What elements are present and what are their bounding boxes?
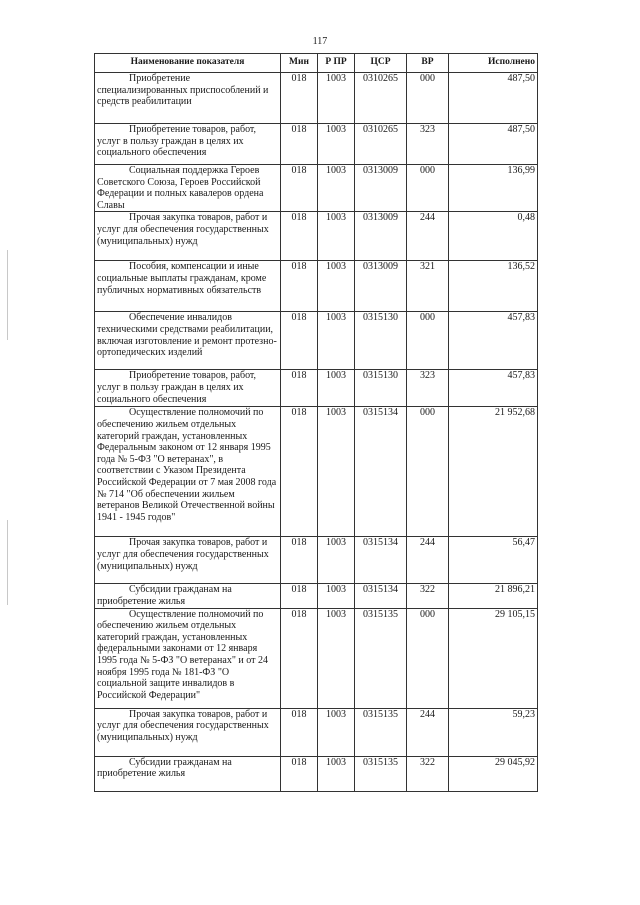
row-min: 018 [281, 370, 318, 407]
header-name: Наименование показателя [95, 54, 281, 73]
row-name: Субсидии гражданам на приобретение жилья [95, 584, 281, 608]
row-rpr: 1003 [318, 407, 355, 537]
row-rpr: 1003 [318, 165, 355, 212]
row-name: Осуществление полномочий по обеспечению жильем отдельных категорий граждан, установленных Федеральным законом от 12 января 1995 года № 5-ФЗ "О ветеранах", в соответствии с Указом Президента Российской Федерации от 7 мая 2008 года № 714 "Об обеспечении жильем ветеранов Великой Отечественной войны 1941 - 1945 годов" [95, 407, 281, 537]
table-row [95, 73, 538, 124]
row-vr: 244 [407, 537, 449, 584]
row-amount: 457,83 [449, 312, 538, 370]
header-amount: Исполнено [449, 54, 538, 73]
row-amount: 21 952,68 [449, 407, 538, 537]
row-csr: 0313009 [355, 165, 407, 212]
table-row [95, 708, 538, 756]
row-min: 018 [281, 124, 318, 165]
row-rpr: 1003 [318, 584, 355, 608]
row-amount: 136,99 [449, 165, 538, 212]
row-min: 018 [281, 312, 318, 370]
row-min: 018 [281, 212, 318, 261]
table-row [95, 124, 538, 165]
row-amount: 21 896,21 [449, 584, 538, 608]
row-csr: 0313009 [355, 212, 407, 261]
row-csr: 0315130 [355, 312, 407, 370]
row-vr: 323 [407, 370, 449, 407]
row-amount: 29 045,92 [449, 756, 538, 791]
row-name: Прочая закупка товаров, работ и услуг для обеспечения государственных (муниципальных) нужд [95, 212, 281, 261]
row-name: Прочая закупка товаров, работ и услуг для обеспечения государственных (муниципальных) нужд [95, 708, 281, 756]
row-vr: 000 [407, 608, 449, 708]
row-csr: 0315134 [355, 584, 407, 608]
table-row [95, 261, 538, 312]
row-csr: 0313009 [355, 261, 407, 312]
row-amount: 59,23 [449, 708, 538, 756]
row-name: Осуществление полномочий по обеспечению жильем отдельных категорий граждан, установленных федеральными законами от 12 января 1995 года № 5-ФЗ "О ветеранах" и от 24 ноября 1995 года № 181-ФЗ "О социальной защите инвалидов в Российской Федерации" [95, 608, 281, 708]
row-csr: 0315135 [355, 608, 407, 708]
row-vr: 000 [407, 73, 449, 124]
row-name: Социальная поддержка Героев Советского Союза, Героев Российской Федерации и полных кавалеров ордена Славы [95, 165, 281, 212]
row-rpr: 1003 [318, 261, 355, 312]
row-vr: 322 [407, 584, 449, 608]
row-min: 018 [281, 708, 318, 756]
row-name: Приобретение товаров, работ, услуг в пользу граждан в целях их социального обеспечения [95, 124, 281, 165]
table-header-row [95, 54, 538, 73]
row-min: 018 [281, 756, 318, 791]
row-amount: 56,47 [449, 537, 538, 584]
row-name: Прочая закупка товаров, работ и услуг для обеспечения государственных (муниципальных) нужд [95, 537, 281, 584]
row-amount: 0,48 [449, 212, 538, 261]
row-rpr: 1003 [318, 312, 355, 370]
row-min: 018 [281, 537, 318, 584]
row-rpr: 1003 [318, 708, 355, 756]
row-vr: 000 [407, 165, 449, 212]
row-min: 018 [281, 584, 318, 608]
row-min: 018 [281, 73, 318, 124]
table-row [95, 165, 538, 212]
row-name: Обеспечение инвалидов техническими средствами реабилитации, включая изготовление и ремонт протезно-ортопедических изделий [95, 312, 281, 370]
table-row [95, 756, 538, 791]
row-csr: 0310265 [355, 73, 407, 124]
row-rpr: 1003 [318, 608, 355, 708]
row-vr: 321 [407, 261, 449, 312]
row-amount: 487,50 [449, 73, 538, 124]
row-min: 018 [281, 165, 318, 212]
row-rpr: 1003 [318, 212, 355, 261]
row-amount: 457,83 [449, 370, 538, 407]
row-vr: 244 [407, 212, 449, 261]
scan-artifact [7, 520, 8, 605]
row-vr: 322 [407, 756, 449, 791]
row-vr: 244 [407, 708, 449, 756]
table-row [95, 212, 538, 261]
row-vr: 000 [407, 407, 449, 537]
table-row [95, 312, 538, 370]
row-rpr: 1003 [318, 73, 355, 124]
row-min: 018 [281, 608, 318, 708]
row-name: Субсидии гражданам на приобретение жилья [95, 756, 281, 791]
row-csr: 0315135 [355, 756, 407, 791]
row-csr: 0310265 [355, 124, 407, 165]
row-amount: 29 105,15 [449, 608, 538, 708]
table-row [95, 370, 538, 407]
table-row [95, 537, 538, 584]
table-row [95, 584, 538, 608]
row-vr: 000 [407, 312, 449, 370]
row-vr: 323 [407, 124, 449, 165]
scan-artifact [7, 250, 8, 340]
row-rpr: 1003 [318, 756, 355, 791]
row-csr: 0315134 [355, 407, 407, 537]
page-number: 117 [312, 36, 328, 47]
row-amount: 487,50 [449, 124, 538, 165]
row-amount: 136,52 [449, 261, 538, 312]
budget-table [94, 53, 538, 792]
header-rpr: Р ПР [318, 54, 355, 73]
header-vr: ВР [407, 54, 449, 73]
row-name: Приобретение товаров, работ, услуг в пользу граждан в целях их социального обеспечения [95, 370, 281, 407]
header-csr: ЦСР [355, 54, 407, 73]
table-row [95, 407, 538, 537]
table-row [95, 608, 538, 708]
row-rpr: 1003 [318, 537, 355, 584]
row-min: 018 [281, 261, 318, 312]
row-csr: 0315134 [355, 537, 407, 584]
row-min: 018 [281, 407, 318, 537]
row-csr: 0315130 [355, 370, 407, 407]
row-rpr: 1003 [318, 370, 355, 407]
row-csr: 0315135 [355, 708, 407, 756]
row-rpr: 1003 [318, 124, 355, 165]
header-min: Мин [281, 54, 318, 73]
row-name: Приобретение специализированных приспособлений и средств реабилитации [95, 73, 281, 124]
row-name: Пособия, компенсации и иные социальные выплаты гражданам, кроме публичных нормативных обязательств [95, 261, 281, 312]
